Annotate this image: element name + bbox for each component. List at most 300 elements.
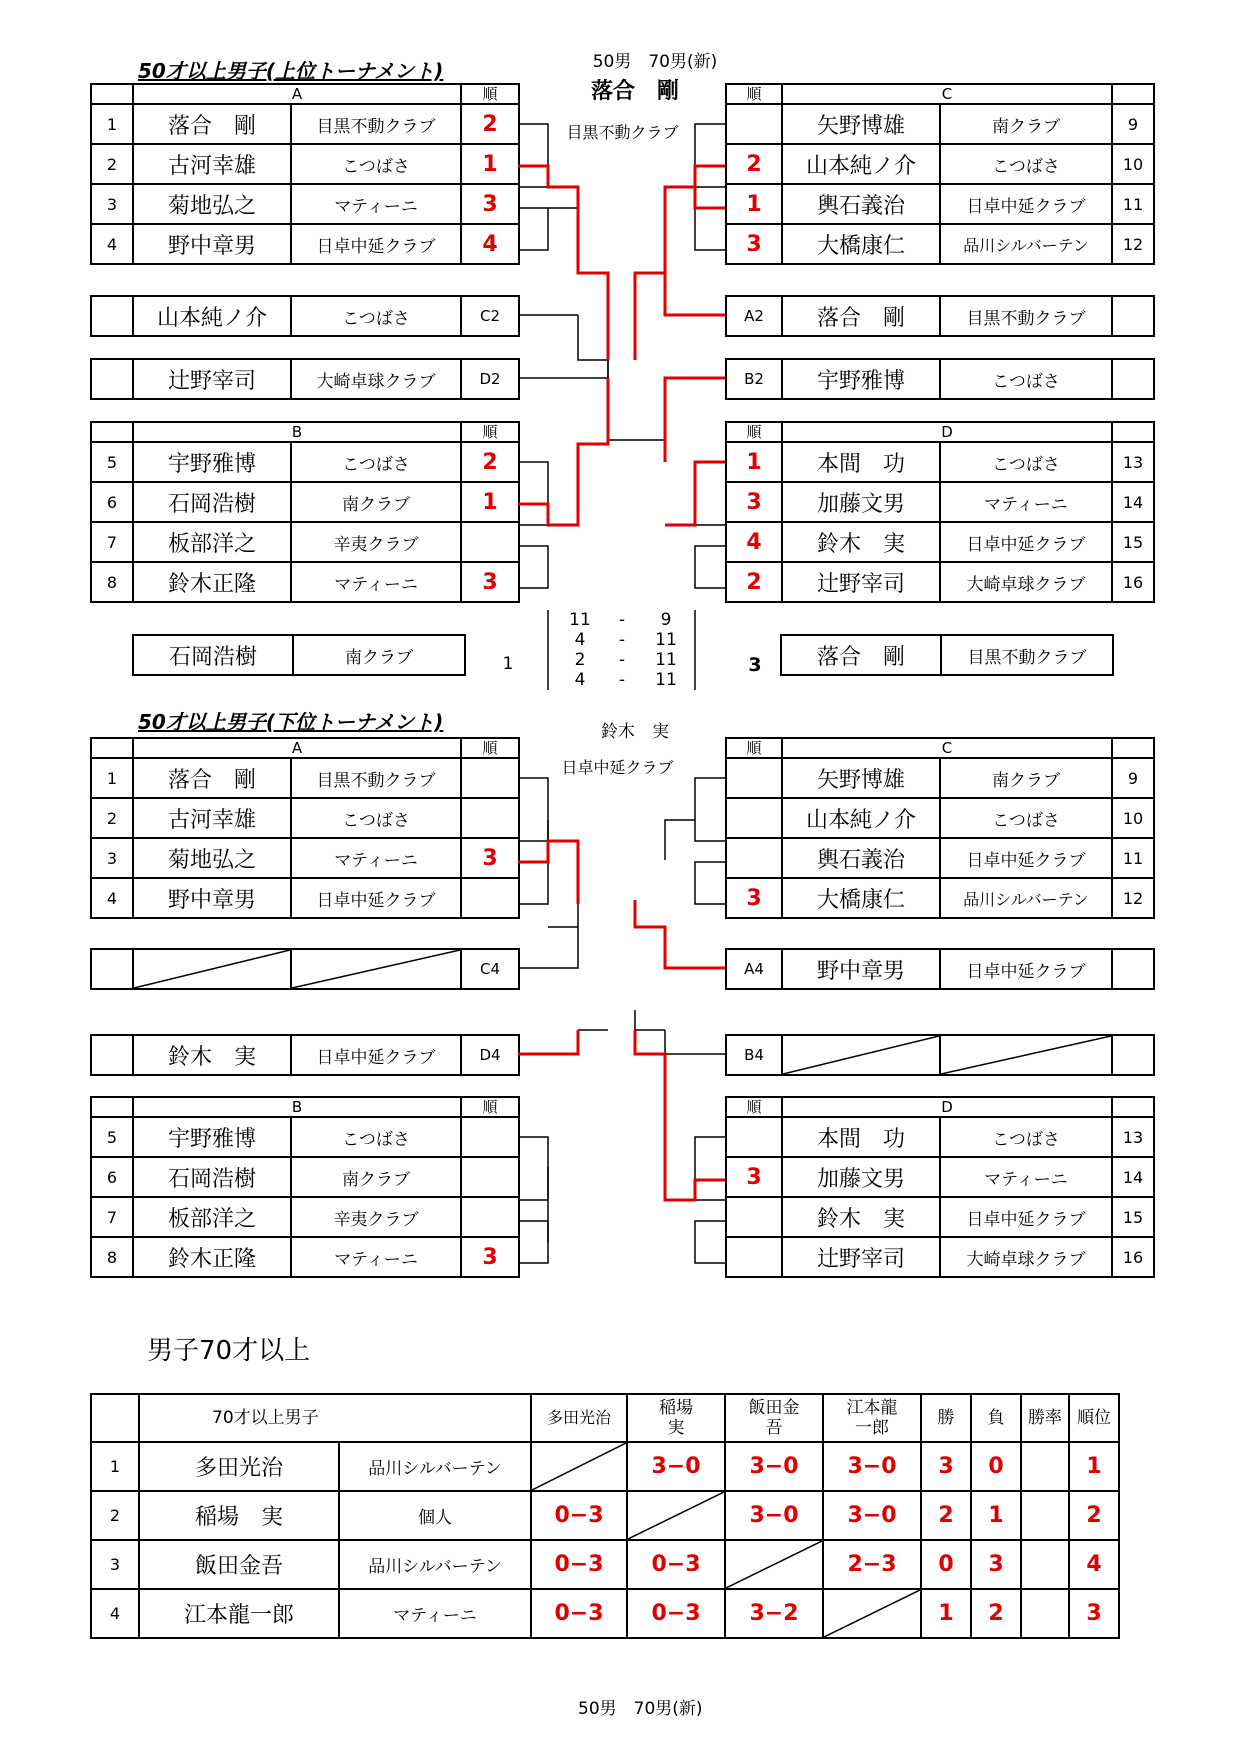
match-result: 0−3 bbox=[627, 1540, 725, 1589]
bracket-line bbox=[578, 315, 608, 360]
rank-header: 順 bbox=[461, 84, 519, 104]
player-number: 4 bbox=[91, 224, 133, 264]
set-score-dash: - bbox=[618, 630, 626, 650]
lower-title: 50才以上男子(下位トーナメント) bbox=[138, 710, 444, 734]
player-number: 5 bbox=[91, 1117, 133, 1157]
player-number: 5 bbox=[91, 442, 133, 482]
player-club: こつばさ bbox=[291, 442, 461, 482]
player-name: 板部洋之 bbox=[133, 1197, 291, 1237]
player-number: 16 bbox=[1112, 562, 1154, 602]
match-result: 3−0 bbox=[627, 1442, 725, 1491]
set-score-a: 4 bbox=[574, 670, 586, 690]
player-rank: 3 bbox=[461, 562, 519, 602]
player-club: こつばさ bbox=[291, 144, 461, 184]
final-rank: 1 bbox=[1069, 1442, 1119, 1491]
player-club: 大崎卓球クラブ bbox=[291, 359, 461, 399]
group-letter: D bbox=[782, 1097, 1112, 1117]
player-club: 品川シルバーテン bbox=[940, 878, 1112, 918]
player-name: 鈴木正隆 bbox=[133, 1237, 291, 1277]
winner-path bbox=[635, 900, 725, 968]
player-name: 山本純ノ介 bbox=[782, 798, 940, 838]
player-number: 16 bbox=[1112, 1237, 1154, 1277]
player-name: 落合 剛 bbox=[781, 635, 941, 675]
footer-code: 50男 70男(新) bbox=[578, 1699, 703, 1719]
player-number: 12 bbox=[1112, 878, 1154, 918]
self-slash-cell bbox=[627, 1491, 725, 1540]
player-number: 2 bbox=[91, 798, 133, 838]
player-name: 菊地弘之 bbox=[133, 184, 291, 224]
final-left-games: 1 bbox=[502, 654, 514, 674]
bracket-line bbox=[665, 820, 695, 860]
group-d-corner bbox=[1112, 422, 1154, 442]
win-rate bbox=[1021, 1540, 1069, 1589]
lower-champion-name: 鈴木 実 bbox=[601, 722, 669, 742]
final-rank: 4 bbox=[1069, 1540, 1119, 1589]
player-number: 2 bbox=[91, 144, 133, 184]
group-a-corner bbox=[91, 84, 133, 104]
player-rank bbox=[726, 104, 782, 144]
upper-group-a-table bbox=[90, 83, 520, 265]
player-rank: 1 bbox=[461, 144, 519, 184]
player-club: 個人 bbox=[339, 1491, 531, 1540]
rank-header: 順 bbox=[726, 1097, 782, 1117]
loss-count: 3 bbox=[971, 1540, 1021, 1589]
player-name: 古河幸雄 bbox=[133, 798, 291, 838]
player-rank bbox=[461, 878, 519, 918]
set-score-b: 9 bbox=[660, 610, 672, 630]
group-letter: A bbox=[133, 84, 461, 104]
player-club: こつばさ bbox=[291, 1117, 461, 1157]
bracket-line bbox=[518, 124, 548, 187]
player-name: 野中章男 bbox=[782, 949, 940, 989]
rank-header: 順 bbox=[726, 738, 782, 758]
player-club: 辛夷クラブ bbox=[291, 522, 461, 562]
winner-path bbox=[518, 1030, 578, 1054]
bracket-line bbox=[695, 1221, 725, 1263]
win-header: 勝 bbox=[921, 1394, 971, 1442]
player-name: 落合 剛 bbox=[133, 758, 291, 798]
player-club: こつばさ bbox=[940, 798, 1112, 838]
player-name: 多田光治 bbox=[139, 1442, 339, 1491]
upper-champion-name: 落合 剛 bbox=[590, 79, 679, 104]
empty-cell bbox=[1112, 1035, 1154, 1075]
group-d-corner bbox=[1112, 1097, 1154, 1117]
player-rank bbox=[461, 1117, 519, 1157]
empty-cell bbox=[91, 296, 133, 336]
player-name: 矢野博雄 bbox=[782, 104, 940, 144]
player-club: 日卓中延クラブ bbox=[940, 184, 1112, 224]
bracket-line bbox=[518, 546, 548, 588]
bye-slash-cell bbox=[782, 1035, 940, 1075]
lower-champion-club: 日卓中延クラブ bbox=[561, 758, 674, 777]
player-club: 南クラブ bbox=[291, 482, 461, 522]
player-number: 4 bbox=[91, 878, 133, 918]
self-slash-cell bbox=[725, 1540, 823, 1589]
match-result: 0−3 bbox=[627, 1589, 725, 1638]
winner-path bbox=[518, 166, 608, 360]
group-letter: B bbox=[133, 422, 461, 442]
player-club: マティーニ bbox=[291, 838, 461, 878]
seed-code: C4 bbox=[461, 949, 519, 989]
seed-code: D2 bbox=[461, 359, 519, 399]
player-name: 加藤文男 bbox=[782, 1157, 940, 1197]
player-club: 品川シルバーテン bbox=[339, 1442, 531, 1491]
lower-group-a-table bbox=[90, 737, 520, 919]
player-number: 15 bbox=[1112, 522, 1154, 562]
player-name: 輿石義治 bbox=[782, 838, 940, 878]
empty-cell bbox=[91, 1035, 133, 1075]
player-name: 山本純ノ介 bbox=[133, 296, 291, 336]
player-name: 石岡浩樹 bbox=[133, 635, 293, 675]
upper-group-c-table bbox=[725, 83, 1155, 265]
player-name: 飯田金吾 bbox=[139, 1540, 339, 1589]
bracket-line bbox=[695, 862, 725, 904]
rate-header: 勝率 bbox=[1021, 1394, 1069, 1442]
final-right-games: 3 bbox=[748, 654, 762, 676]
winner-path bbox=[518, 841, 578, 904]
loss-header: 負 bbox=[971, 1394, 1021, 1442]
player-rank: 1 bbox=[461, 482, 519, 522]
player-rank: 3 bbox=[726, 878, 782, 918]
bye-slash-cell bbox=[940, 1035, 1112, 1075]
player-name: 輿石義治 bbox=[782, 184, 940, 224]
player-club: こつばさ bbox=[940, 442, 1112, 482]
player-rank: 3 bbox=[726, 224, 782, 264]
player-rank: 2 bbox=[461, 442, 519, 482]
player-club: こつばさ bbox=[291, 296, 461, 336]
seed-code: D4 bbox=[461, 1035, 519, 1075]
player-club: 日卓中延クラブ bbox=[940, 838, 1112, 878]
empty-cell bbox=[91, 949, 133, 989]
group-a-corner bbox=[91, 738, 133, 758]
opponent-header: 江本龍 一郎 bbox=[823, 1394, 921, 1442]
match-result: 2−3 bbox=[823, 1540, 921, 1589]
empty-cell bbox=[1112, 949, 1154, 989]
bracket-line bbox=[635, 378, 665, 440]
player-rank bbox=[461, 1157, 519, 1197]
player-club: マティーニ bbox=[291, 1237, 461, 1277]
player-name: 江本龍一郎 bbox=[139, 1589, 339, 1638]
player-name: 本間 功 bbox=[782, 1117, 940, 1157]
group-letter: B bbox=[133, 1097, 461, 1117]
group-letter: C bbox=[782, 84, 1112, 104]
winner-path bbox=[665, 462, 725, 525]
player-club: こつばさ bbox=[940, 359, 1112, 399]
upper-left-seed-2 bbox=[90, 358, 520, 400]
winner-path bbox=[635, 273, 665, 360]
player-rank: 2 bbox=[726, 562, 782, 602]
player-name: 稲場 実 bbox=[139, 1491, 339, 1540]
winner-path bbox=[665, 187, 725, 315]
win-count: 0 bbox=[921, 1540, 971, 1589]
player-club: 南クラブ bbox=[940, 104, 1112, 144]
player-rank: 2 bbox=[726, 144, 782, 184]
player-rank bbox=[726, 758, 782, 798]
player-number: 1 bbox=[91, 1442, 139, 1491]
lower-right-seed-2 bbox=[725, 1034, 1155, 1076]
player-rank bbox=[461, 798, 519, 838]
player-number: 4 bbox=[91, 1589, 139, 1638]
player-rank: 3 bbox=[461, 184, 519, 224]
set-score-b: 11 bbox=[655, 670, 677, 690]
player-rank: 3 bbox=[461, 1237, 519, 1277]
set-score-dash: - bbox=[618, 670, 626, 690]
bracket-line bbox=[695, 1137, 725, 1200]
bracket-line bbox=[518, 862, 548, 904]
win-rate bbox=[1021, 1589, 1069, 1638]
bracket-line bbox=[518, 927, 578, 968]
player-name: 石岡浩樹 bbox=[133, 482, 291, 522]
player-club: 南クラブ bbox=[940, 758, 1112, 798]
player-club: 日卓中延クラブ bbox=[291, 1035, 461, 1075]
opponent-header: 多田光治 bbox=[531, 1394, 627, 1442]
win-count: 3 bbox=[921, 1442, 971, 1491]
player-rank bbox=[461, 1197, 519, 1237]
player-name: 辻野宰司 bbox=[782, 1237, 940, 1277]
group-letter: A bbox=[133, 738, 461, 758]
player-name: 辻野宰司 bbox=[782, 562, 940, 602]
match-result: 0−3 bbox=[531, 1540, 627, 1589]
player-number: 14 bbox=[1112, 482, 1154, 522]
bracket-line bbox=[695, 124, 725, 187]
player-name: 鈴木正隆 bbox=[133, 562, 291, 602]
empty-cell bbox=[91, 359, 133, 399]
rank-header: 順 bbox=[726, 422, 782, 442]
player-rank: 4 bbox=[726, 522, 782, 562]
lower-right-seed-1 bbox=[725, 948, 1155, 990]
player-name: 鈴木 実 bbox=[782, 522, 940, 562]
final-rank: 3 bbox=[1069, 1589, 1119, 1638]
win-count: 1 bbox=[921, 1589, 971, 1638]
player-number: 11 bbox=[1112, 838, 1154, 878]
player-name: 山本純ノ介 bbox=[782, 144, 940, 184]
seed-code: A4 bbox=[726, 949, 782, 989]
match-result: 3−0 bbox=[823, 1442, 921, 1491]
player-number: 6 bbox=[91, 1157, 133, 1197]
loss-count: 0 bbox=[971, 1442, 1021, 1491]
player-club: マティーニ bbox=[940, 482, 1112, 522]
bracket-line bbox=[695, 462, 725, 525]
player-club: 日卓中延クラブ bbox=[291, 878, 461, 918]
player-rank bbox=[461, 758, 519, 798]
winner-path bbox=[695, 166, 725, 208]
set-score-a: 11 bbox=[569, 610, 591, 630]
win-rate bbox=[1021, 1491, 1069, 1540]
player-number: 14 bbox=[1112, 1157, 1154, 1197]
player-rank bbox=[726, 1197, 782, 1237]
player-rank: 1 bbox=[726, 442, 782, 482]
player-name: 落合 剛 bbox=[782, 296, 940, 336]
player-name: 野中章男 bbox=[133, 878, 291, 918]
player-name: 野中章男 bbox=[133, 224, 291, 264]
player-number: 11 bbox=[1112, 184, 1154, 224]
corner-cell bbox=[91, 1394, 139, 1442]
upper-right-seed-1 bbox=[725, 295, 1155, 337]
player-rank: 3 bbox=[726, 1157, 782, 1197]
player-rank bbox=[726, 798, 782, 838]
bracket-line bbox=[518, 778, 548, 841]
roundrobin-header-label: 70才以上男子 bbox=[139, 1394, 531, 1442]
set-score-b: 11 bbox=[655, 650, 677, 670]
player-name: 古河幸雄 bbox=[133, 144, 291, 184]
group-b-corner bbox=[91, 1097, 133, 1117]
upper-group-d-table bbox=[725, 421, 1155, 603]
player-name: 宇野雅博 bbox=[782, 359, 940, 399]
group-b-corner bbox=[91, 422, 133, 442]
player-club: マティーニ bbox=[291, 184, 461, 224]
lower-group-b-table bbox=[90, 1096, 520, 1278]
player-number: 8 bbox=[91, 1237, 133, 1277]
player-club: マティーニ bbox=[940, 1157, 1112, 1197]
match-result: 3−0 bbox=[725, 1442, 823, 1491]
player-club: 品川シルバーテン bbox=[940, 224, 1112, 264]
rank-header: 順 bbox=[461, 422, 519, 442]
final-right-player bbox=[780, 634, 1114, 676]
set-score-a: 2 bbox=[574, 650, 586, 670]
player-rank: 3 bbox=[461, 838, 519, 878]
bracket-line bbox=[665, 1030, 725, 1054]
final-left-player bbox=[132, 634, 466, 676]
player-rank: 3 bbox=[726, 482, 782, 522]
player-name: 本間 功 bbox=[782, 442, 940, 482]
opponent-header: 飯田金 吾 bbox=[725, 1394, 823, 1442]
roundrobin-table bbox=[90, 1393, 1120, 1639]
player-name: 宇野雅博 bbox=[133, 1117, 291, 1157]
set-score-a: 4 bbox=[574, 630, 586, 650]
player-number: 15 bbox=[1112, 1197, 1154, 1237]
player-club: 日卓中延クラブ bbox=[940, 949, 1112, 989]
player-club: 日卓中延クラブ bbox=[940, 1197, 1112, 1237]
player-rank: 4 bbox=[461, 224, 519, 264]
bracket-line bbox=[695, 546, 725, 588]
bracket-line bbox=[518, 208, 548, 250]
empty-cell bbox=[1112, 296, 1154, 336]
winner-path bbox=[665, 378, 725, 462]
player-name: 菊地弘之 bbox=[133, 838, 291, 878]
player-club: 大崎卓球クラブ bbox=[940, 1237, 1112, 1277]
lower-group-d-table bbox=[725, 1096, 1155, 1278]
bracket-line bbox=[518, 462, 548, 525]
player-name: 宇野雅博 bbox=[133, 442, 291, 482]
group-letter: C bbox=[782, 738, 1112, 758]
seed-code: B4 bbox=[726, 1035, 782, 1075]
player-name: 鈴木 実 bbox=[782, 1197, 940, 1237]
roundrobin-title: 男子70才以上 bbox=[147, 1336, 311, 1366]
winner-path bbox=[635, 1030, 725, 1200]
player-club: 目黒不動クラブ bbox=[940, 296, 1112, 336]
player-club: 辛夷クラブ bbox=[291, 1197, 461, 1237]
match-result: 3−0 bbox=[823, 1491, 921, 1540]
group-c-corner bbox=[1112, 738, 1154, 758]
self-slash-cell bbox=[823, 1589, 921, 1638]
upper-group-b-table bbox=[90, 421, 520, 603]
bracket-line bbox=[608, 360, 635, 440]
player-number: 3 bbox=[91, 838, 133, 878]
set-score-b: 11 bbox=[655, 630, 677, 650]
player-number: 1 bbox=[91, 104, 133, 144]
rank-header: 順 bbox=[461, 1097, 519, 1117]
player-number: 7 bbox=[91, 1197, 133, 1237]
empty-cell bbox=[1112, 359, 1154, 399]
player-club: 日卓中延クラブ bbox=[940, 522, 1112, 562]
player-number: 3 bbox=[91, 1540, 139, 1589]
player-club: 南クラブ bbox=[293, 635, 465, 675]
player-rank bbox=[726, 1237, 782, 1277]
player-number: 7 bbox=[91, 522, 133, 562]
player-club: 目黒不動クラブ bbox=[291, 758, 461, 798]
lower-group-c-table bbox=[725, 737, 1155, 919]
player-club: 日卓中延クラブ bbox=[291, 224, 461, 264]
rank-header: 順 bbox=[726, 84, 782, 104]
player-name: 落合 剛 bbox=[133, 104, 291, 144]
rank-header: 順位 bbox=[1069, 1394, 1119, 1442]
match-result: 3−2 bbox=[725, 1589, 823, 1638]
player-number: 3 bbox=[91, 184, 133, 224]
player-name: 加藤文男 bbox=[782, 482, 940, 522]
player-club: 南クラブ bbox=[291, 1157, 461, 1197]
lower-left-seed-1 bbox=[90, 948, 520, 990]
player-name: 大橋康仁 bbox=[782, 224, 940, 264]
player-number: 10 bbox=[1112, 144, 1154, 184]
player-name: 石岡浩樹 bbox=[133, 1157, 291, 1197]
player-club: 大崎卓球クラブ bbox=[940, 562, 1112, 602]
winner-path bbox=[518, 378, 608, 525]
upper-title: 50才以上男子(上位トーナメント) bbox=[138, 59, 444, 83]
opponent-header: 稲場 実 bbox=[627, 1394, 725, 1442]
player-number: 1 bbox=[91, 758, 133, 798]
player-club: 品川シルバーテン bbox=[339, 1540, 531, 1589]
match-result: 0−3 bbox=[531, 1589, 627, 1638]
group-letter: D bbox=[782, 422, 1112, 442]
rank-header: 順 bbox=[461, 738, 519, 758]
player-club: マティーニ bbox=[339, 1589, 531, 1638]
player-number: 12 bbox=[1112, 224, 1154, 264]
player-club: こつばさ bbox=[940, 1117, 1112, 1157]
set-score-dash: - bbox=[618, 650, 626, 670]
bracket-line bbox=[518, 1221, 548, 1263]
player-name: 大橋康仁 bbox=[782, 878, 940, 918]
player-rank bbox=[461, 522, 519, 562]
upper-champion-club: 目黒不動クラブ bbox=[566, 123, 679, 142]
match-result: 0−3 bbox=[531, 1491, 627, 1540]
header-code: 50男 70男(新) bbox=[592, 52, 718, 72]
player-club: 目黒不動クラブ bbox=[291, 104, 461, 144]
player-number: 6 bbox=[91, 482, 133, 522]
player-name: 板部洋之 bbox=[133, 522, 291, 562]
player-number: 9 bbox=[1112, 104, 1154, 144]
player-number: 13 bbox=[1112, 442, 1154, 482]
group-c-corner bbox=[1112, 84, 1154, 104]
bye-slash-cell bbox=[133, 949, 291, 989]
player-club: マティーニ bbox=[291, 562, 461, 602]
player-rank bbox=[726, 838, 782, 878]
player-name: 鈴木 実 bbox=[133, 1035, 291, 1075]
set-score-dash: - bbox=[618, 610, 626, 630]
player-number: 10 bbox=[1112, 798, 1154, 838]
seed-code: A2 bbox=[726, 296, 782, 336]
seed-code: B2 bbox=[726, 359, 782, 399]
player-name: 矢野博雄 bbox=[782, 758, 940, 798]
lower-left-seed-2 bbox=[90, 1034, 520, 1076]
player-number: 8 bbox=[91, 562, 133, 602]
upper-right-seed-2 bbox=[725, 358, 1155, 400]
player-club: こつばさ bbox=[940, 144, 1112, 184]
final-rank: 2 bbox=[1069, 1491, 1119, 1540]
player-club: こつばさ bbox=[291, 798, 461, 838]
bracket-line bbox=[518, 1137, 548, 1200]
player-name: 辻野宰司 bbox=[133, 359, 291, 399]
player-number: 13 bbox=[1112, 1117, 1154, 1157]
